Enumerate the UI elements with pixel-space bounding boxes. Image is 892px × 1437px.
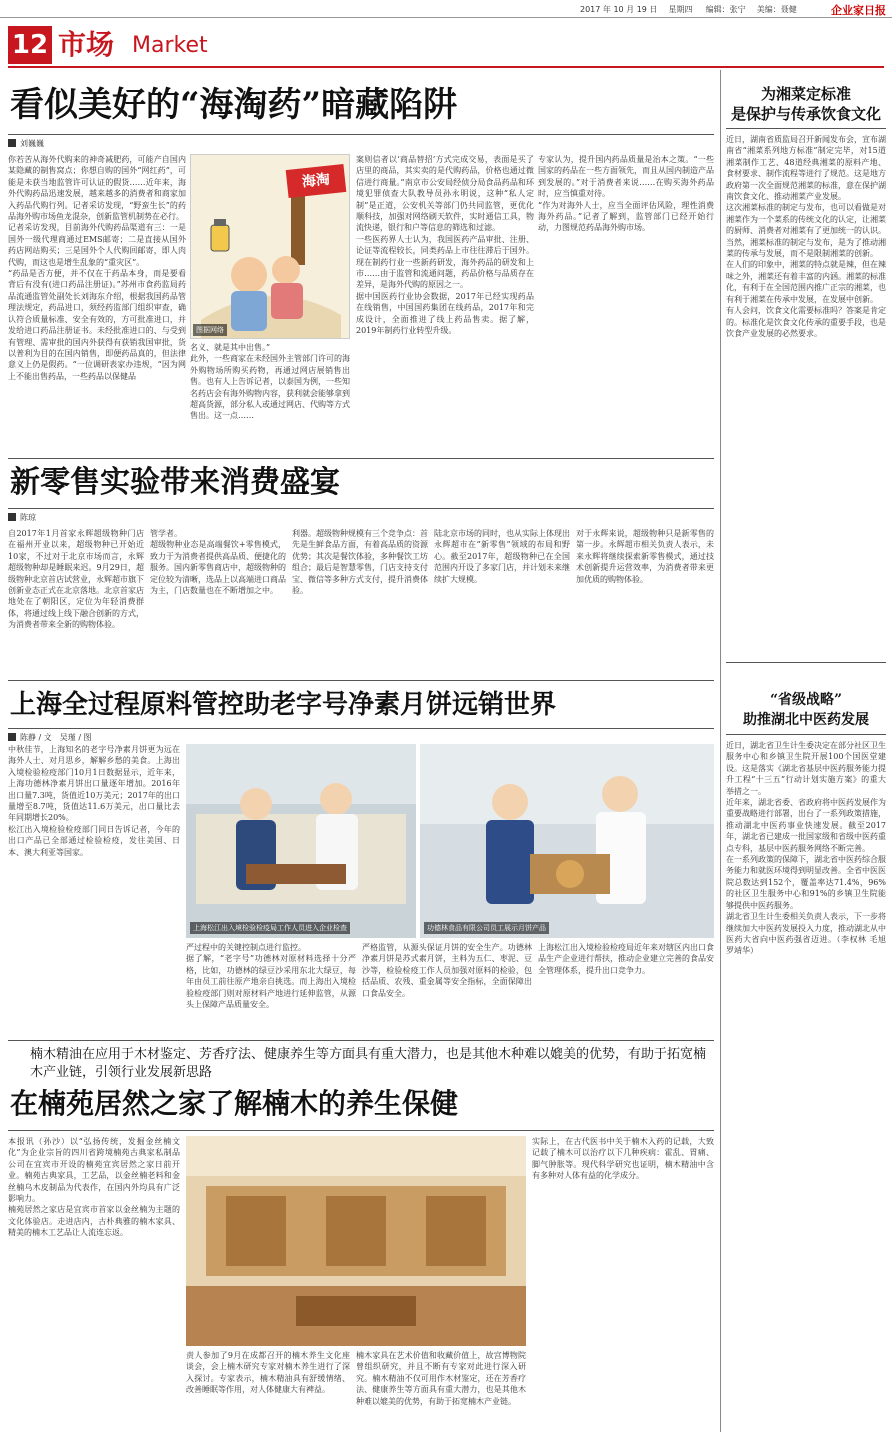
article1-col1: 你若苦从海外代购来的神奇减肥药，可能产自国内某隐藏的制售窝点；你想自购的国外“网红药”，可能是未获当地监管许可认证的假货……近年来，海外代购药品迅速发展，越来越多的消费者和商家加入药品代购行列。记者采访发现，“野蛮生长”的药品海外购市场鱼龙混杂，创新监管机制势在必行。 记者采访发现，目前海外代购药品渠道有三：一是国外一级代理商通过EMS邮寄；二是直接从国外药店网站购买；三是国外个人代购回邮寄，即人肉代购，而这也是增生乱象的“重灾区”。 “药品是否方便，并不仅在于药品本身，而是要看背后有没有(进口药品注册证)。”苏州市食药监局药品流通监管处副处长刘海东介绍，根据我国药品管理法规定，药品进口，须经药监部门组织审查，确认符合质量标准、安全有效的，方可批准进口，并发给进口药品注册证书。未经批准进口的、与受到有管理、需审批的国内外获得有获销我国审批，货以普利为目的在国内销售，即便药品真的，但法律意义上仍是假药。“一位调研表家办违规，“因为网上不能出售药品，一些药品以保健品 [8, 155, 186, 381]
mooncake-photo-icon [420, 744, 714, 938]
article2-col2: 管学者。 超级物种业态是高端餐饮+零售模式，致力于为消费者提供高品质、便捷化的服务。国内新零售商店中，超级物种的定位较为清晰，选品上以高端进口商品为主，门店数量也在不断增加之中。 [150, 529, 286, 596]
byline-marker-icon [8, 139, 16, 147]
sidebar2-title-line1: “省级战略” [769, 692, 843, 708]
sidebar1-title-line2: 是保护与传承饮食文化 [730, 105, 881, 123]
article3-photo-left [186, 744, 416, 938]
article3-byline [8, 732, 92, 743]
article3-col3: 严格监管，从源头保证月饼的安全生产。功德林净素月饼是苏式素月饼，主料为五仁、枣泥、豆沙等，检验检疫工作人员加强对原料的检验，包括品质、农残、重金属等安全指标，全面保障出口食品安全。 [362, 943, 532, 998]
issue-date: 2017 年 10 月 19 日 [580, 5, 658, 14]
sidebar1-body: 近日，湖南省质监局召开新闻发布会，宣布湖南省“湘菜系列地方标准”制定完毕，对15道湘菜制作工艺、48道经典湘菜的原料产地、食材要求、制作流程等进行了规范。这是地方政府第一次全面规范湘菜的标准，意在保护湖南饮食文化、推动湘菜产业发展。 这次湘菜标准的制定与发布，也可以看做是对湘菜作为一个菜系的传统文化的认定，让湘菜的厨师、消费者对湘菜有了更加统一的认识。当然，湘菜标准的制定与发布，是为了推动湘菜的传承与发展，而不是限制湘菜的创新。 在人们的印象中，湘菜的特点就是辣，但在辣味之外，湘菜还有着丰富的内涵。湘菜的标准化，有利于在全国范围内推广正宗的湘菜，也有利于湘菜在传承中发展，在发展中创新。 有人会问，饮食文化需要标准吗？答案是肯定的。标准化是饮食文化传承的重要手段，也是饮食产业发展的必然要求。 [726, 135, 886, 338]
article1-illustration [190, 154, 350, 339]
article4-photo [186, 1136, 526, 1346]
article2-top-rule [8, 458, 714, 459]
sidebar2-title [724, 690, 888, 730]
sidebar1-title [724, 84, 888, 124]
article4-col1: 本报讯（孙沙）以“弘扬传统，发掘金丝楠文化”为企业宗旨的四川省跨境楠苑古典家私制品公司在宜宾市开设的楠苑宜宾居然之家日前开业。楠苑古典家具，工艺品，以金丝楠老料和金丝楠乌木皮制品为代表作，在国内外均具有广泛影响力。 楠苑居然之家店是宜宾市首家以金丝楠为主题的文化体验店。走进店内，古朴典雅的楠木家具、精美的楠木工艺品让人流连忘返。 [8, 1137, 180, 1238]
top-bar [0, 0, 892, 18]
article2-col4: 陆北京市场的同时，也从实际上体现出永辉超市在“新零售”领域的布局和野心。截至2017年，超级物种已在全国范围内开设了多家门店，并计划未来继续扩大规模。 [434, 529, 570, 584]
article4-rule [8, 1130, 714, 1131]
article4-col4: 实际上，在古代医书中关于楠木入药的记载，大致记载了楠木可以治疗以下几种疾病：霍乱、胃痛、脚气肿胀等。现代科学研究也证明，楠木精油中含有多种对人体有益的化学成分。 [532, 1137, 714, 1181]
article1-byline [8, 138, 44, 149]
article3-rule [8, 728, 714, 729]
sidebar2-body: 近日，湖北省卫生计生委决定在部分社区卫生服务中心和乡镇卫生院开展100个国医堂建设。这是落实《湖北省基层中医药服务能力提升工程“十三五”行动计划实施方案》的重大举措之一。 近年来，湖北省委、省政府将中医药发展作为重要战略进行部署，出台了一系列政策措施，推动湖北中医药事业快速发展。截至2017年，湖北省已建成一批国家级和省级中医药重点专科，基层中医药服务网络不断完善。 在一系列政策的保障下，湖北省中医药综合服务能力和就医环境得到明显改善。全省中医医院总数达到152个，覆盖率达71.4%，96%的社区卫生服务中心和91%的乡镇卫生院能够提供中医药服务。 湖北省卫生计生委相关负责人表示，下一步将继续加大中医药发展投入力度，推动湖北从中医药大省向中医药强省迈进。（李权林 毛旭 罗靖华） [726, 741, 886, 956]
nanmu-showroom-icon [186, 1136, 526, 1346]
issue-weekday: 星期四 [668, 5, 693, 14]
article3-col4: 上海松江出入境检验检疫局近年来对辖区内出口食品生产企业进行帮扶，推动企业建立完善的食品安全管理体系，提升出口竞争力。 [538, 943, 714, 975]
sidebar2-top-rule [726, 662, 886, 663]
article3-col2: 严过程中的关键控制点进行监控。 据了解，“老字号”功德林对原材料选择十分严格，比如，功德林的绿豆沙采用东北大绿豆，每年由员工前往原产地亲自挑选。而上海出入境检验检疫部门则对原材料产地进行延伸监管，从源头上保障产品质量安全。 [186, 943, 356, 1010]
byline-marker-icon [8, 733, 16, 741]
sidebar2-rule [726, 734, 886, 735]
article4-col5: 楠木家具在艺术价值和收藏价值上，故宫博物院曾组织研究，并且不断有专家对此进行深入研究。楠木精油不仅可用作木材鉴定，还在芳香疗法、健康养生等方面具有重大潜力，也是其他木种难以媲美的优势，有助于拓宽楠木产业链。 [356, 1351, 526, 1406]
article2-col3: 利器。超级物种规模有三个竞争点：首先是生鲜食品方面，有着高品质的资源优势；其次是餐饮体验，多种餐饮工坊组合；最后是智慧零售，门店支持支付宝、微信等多种方式支付，提升消费体验。 [292, 529, 428, 596]
section-name-en: Market [132, 33, 208, 58]
sidebar2-title-line2: 助推湖北中医药发展 [743, 712, 869, 728]
inspection-photo-icon [186, 744, 416, 938]
article4-col3: 责人参加了9月在成都召开的楠木养生文化座谈会，会上楠木研究专家对楠木养生进行了深入探讨。专家表示，楠木精油具有舒缓情绪、改善睡眠等作用，对人体健康大有裨益。 [186, 1351, 350, 1395]
page-number: 12 [8, 26, 52, 64]
byline-marker-icon [8, 513, 16, 521]
article2-headline: 新零售实验带来消费盛宴 [10, 465, 340, 500]
article1-col5: 专家认为，提升国内药品质量是治本之策。“一些国家的药品在一些方面领先，而且从国内制造产品到发展的。”对于消费者来说……在购买海外药品时，应当慎重对待。 “作为对海外人士，应当全面评估风险，理性消费海外药品。”记者了解到，监管部门已经开始行动，力图规范药品海外购市场。 [538, 155, 714, 233]
article1-author: 刘巍巍 [20, 139, 44, 148]
article1-rule [8, 134, 714, 135]
article2-byline [8, 512, 36, 523]
article2-rule [8, 508, 714, 509]
article1-image-caption: 图据网络 [193, 324, 227, 336]
article3-caption-left: 上海松江出入境检验检疫局工作人员进入企业检查 [190, 922, 350, 934]
article1-col3: 名义、就是其中出售。” 此外，一些商家在未经国外主管部门许可的海外购物场所购买药物，再通过网店展销售出售。也有人上告诉记者，以泰国为例，一些知名药店会有海外购物内容，获利就会能够拿到超高货源，部分私人或通过网店、代购等方式售出。这一点…… [190, 343, 350, 421]
article2-col5: 对于永辉来说，超级物种只是新零售的第一步。永辉超市相关负责人表示，未来永辉将继续探索新零售模式，通过技术创新提升运营效率，为消费者带来更加优质的购物体验。 [576, 529, 714, 584]
article4-kicker: 楠木精油在应用于木材鉴定、芳香疗法、健康养生等方面具有重大潜力，也是其他木种难以媲美的优势，有助于拓宽楠木产业链，引领行业发展新思路 [30, 1047, 707, 1080]
header-rule [8, 66, 884, 68]
sidebar1-title-line1: 为湘菜定标准 [760, 85, 851, 103]
sidebar1-rule [726, 128, 886, 129]
article4-headline: 在楠苑居然之家了解楠木的养生保健 [10, 1087, 459, 1120]
sidebar-divider [720, 70, 721, 1432]
article1-col2: 案则信者以‘商品替招’方式完成交易，表面是买了店里的商品，其实卖的是代购药品，价格也通过微信进行商量。”南京市公安局经侦分局食品药品和环境犯罪侦查大队教导员孙永明说，这种“私人定制”是正道，公安机关等部门仍共同监管，更优化顺科技，加强对网络刷天软件，实时通信工具，物流快递，银行和户等信息的筛选和过滤。 一些医药界人士认为，我国医药产品审批、注册、论证等流程较长，同类药品上市往往滞后于国外。现在制药行业一些新药研发，海外药品的研发和上市……由于监管和流通问题，药品价格与品质存在差异，是海外代购的原因之一。 据中国医药行业协会数据，2017年已经实现药品在线销售，中国国药集团在线药品，2017年和完成设计，全面推进了线上药品售卖。据了解，2019年制药行业转型升级。 [356, 155, 534, 336]
article3-top-rule [8, 680, 714, 681]
article3-photo-right [420, 744, 714, 938]
designer-credit: 美编：聂健 [756, 5, 797, 14]
section-header [0, 20, 892, 68]
issue-meta [580, 4, 797, 15]
section-name-cn: 市场 [58, 28, 115, 61]
article3-headline: 上海全过程原料管控助老字号净素月饼远销世界 [10, 690, 557, 720]
article3-author: 陈静 / 文 吴瑾 / 图 [20, 733, 92, 742]
article3-col1: 中秋佳节，上海知名的老字号净素月饼更为远在海外人士、对月思乡，解解乡愁的美食。上海出入境检验检疫部门10月1日数据显示，近年来，上海功德林净素月饼出口量逐年增加。2016年出口量7.3吨，货值近10万美元；2017年的出口量增至8.7吨，货值达11.6万美元，出口量比去年同期增长20%。 松江出入境检验检疫部门同日告诉记者，今年的出口产品已全部通过检验检疫，发往美国、日本、澳大利亚等国家。 [8, 745, 180, 857]
editor-credit: 编辑：张宁 [705, 5, 746, 14]
article2-author: 陈琼 [20, 513, 36, 522]
article2-col1: 自2017年1月首家永辉超级物种门店在福州开业以来，超级物种已开始近10家，不过对于北京市场而言，永辉超级物种却是睡眠来迟。9月29日，超级物种北京首店试营业，永辉超市旗下创新业态正式在北京落地。北京首家店地处在了朝阳区，定位为年轻消费群体，将通过线上线下融合创新的方式，为消费者带来全新的购物体验。 [8, 529, 144, 630]
article1-headline: 看似美好的“海淘药”暗藏陷阱 [10, 85, 458, 125]
haitao-sign: 海淘 [286, 164, 347, 198]
article3-caption-right: 功德林食品有限公司员工展示月饼产品 [424, 922, 549, 934]
newspaper-name: 企业家日报 [831, 4, 886, 17]
article4-top-rule [8, 1040, 714, 1041]
